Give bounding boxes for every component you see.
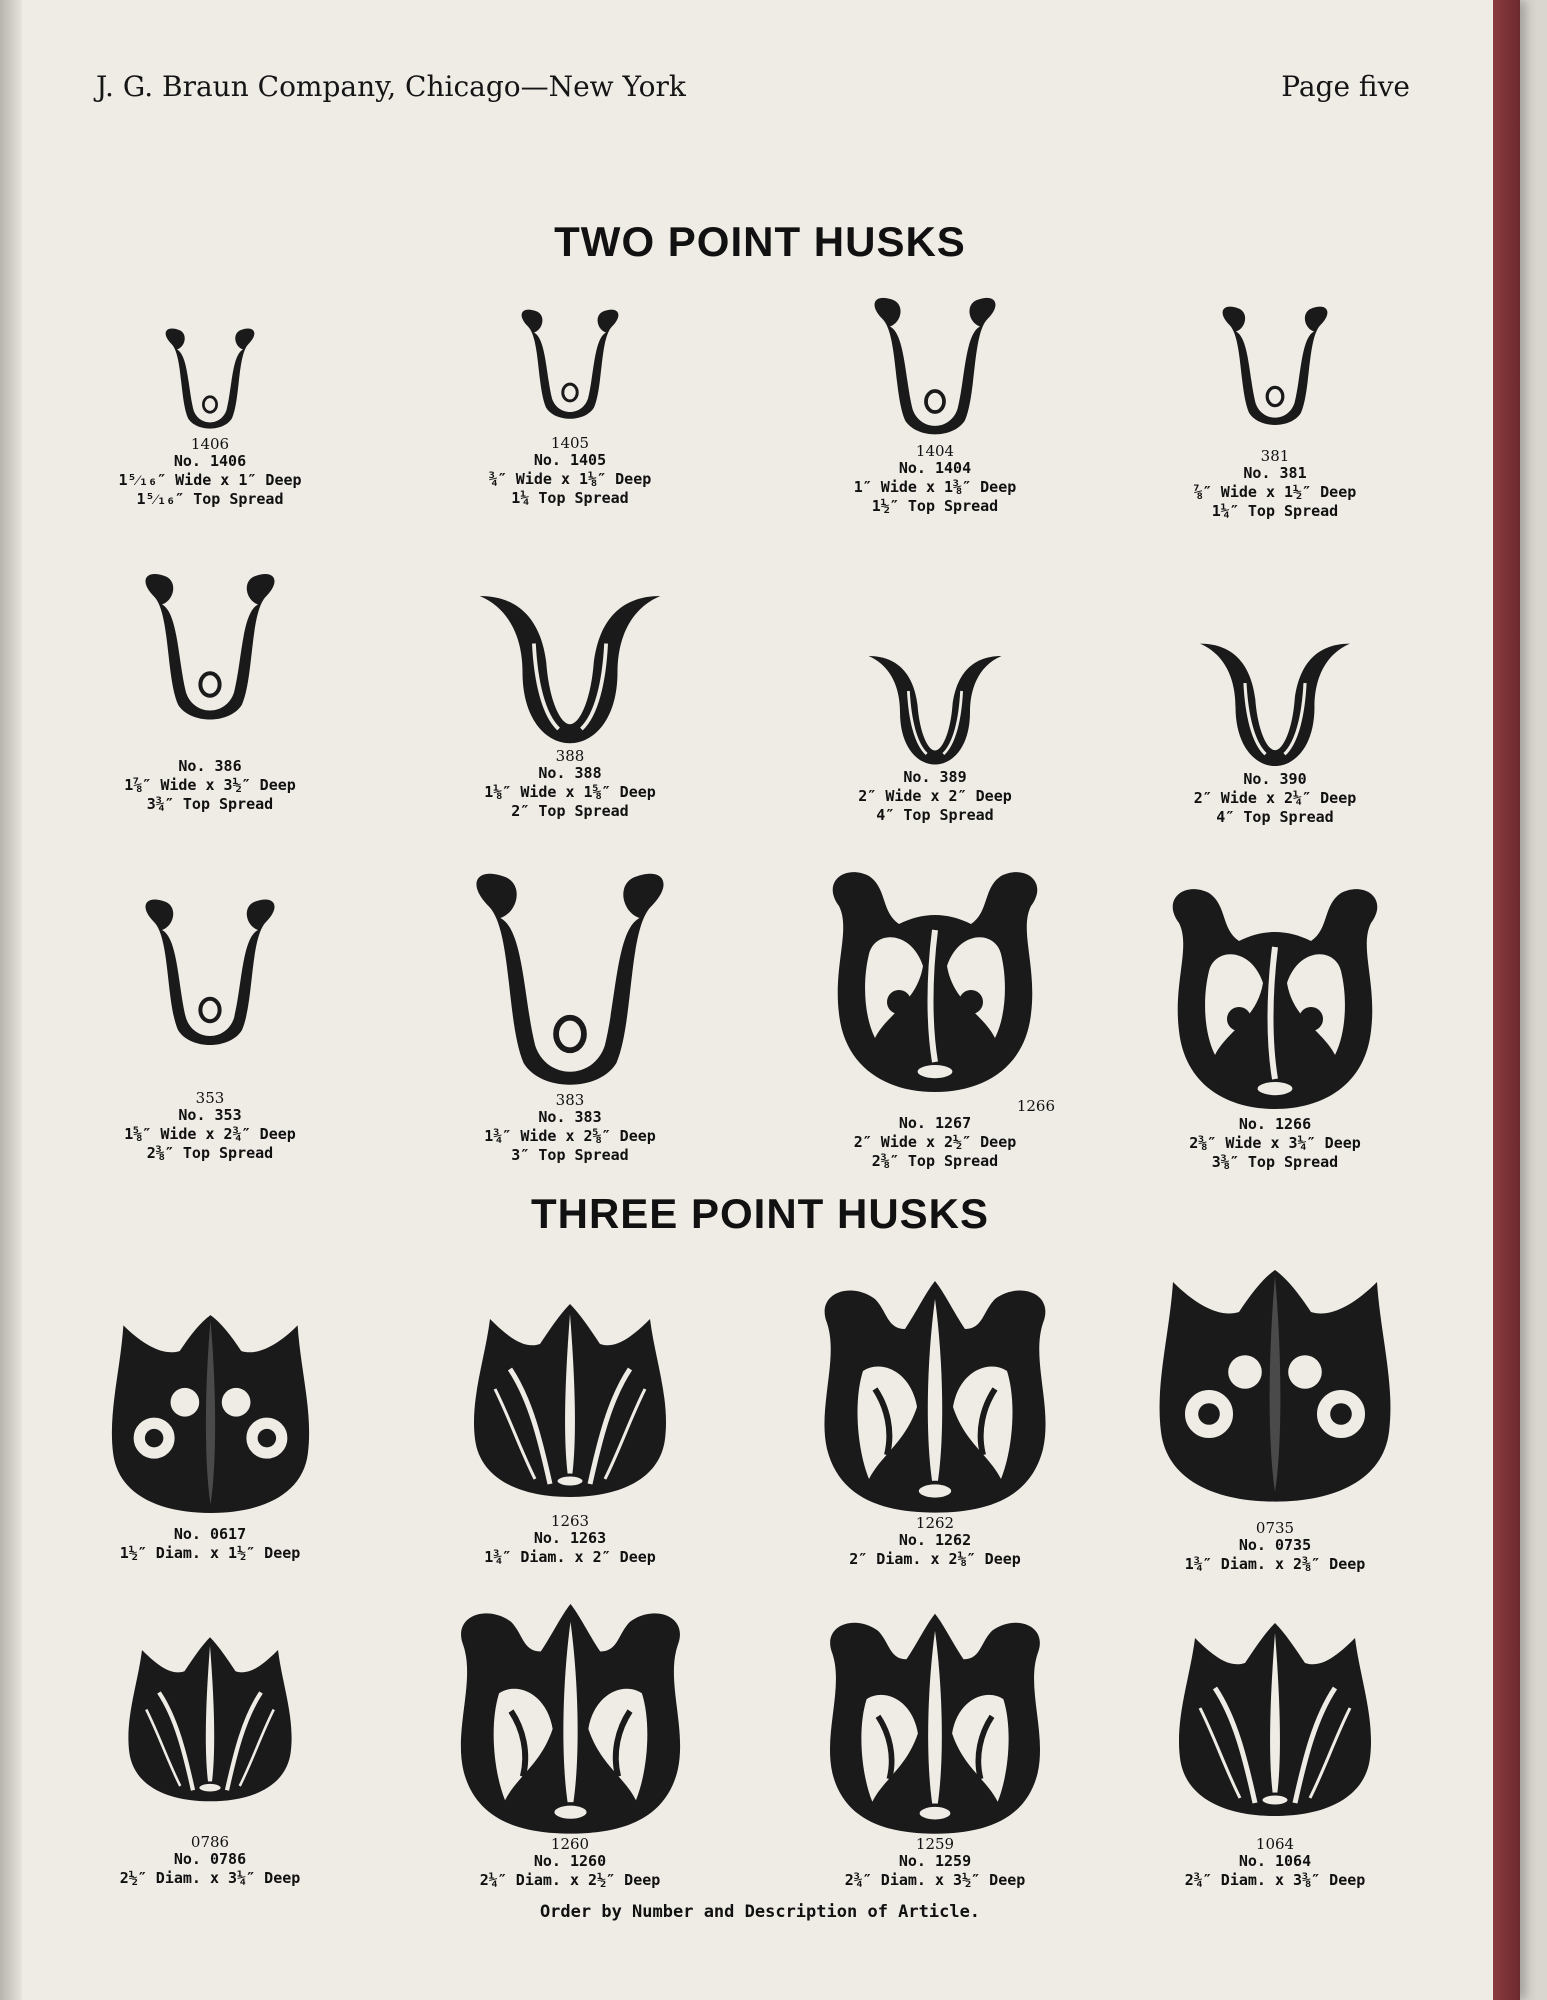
item-top-spread: 2⅜″ Top Spread: [871, 1152, 999, 1170]
husk-0617-illustration: [108, 1300, 313, 1525]
item-dimensions: 1⅝″ Wide x 2¾″ Deep: [124, 1125, 296, 1143]
item-tag: 353: [195, 1089, 225, 1107]
husk-item-1064: [1125, 1600, 1425, 1890]
item-top-spread: 1½″ Top Spread: [871, 497, 999, 515]
husk-0735-illustration: [1155, 1248, 1395, 1520]
item-number: No. 0617: [173, 1525, 247, 1543]
item-number: No. 1266: [1238, 1115, 1312, 1133]
husk-item-0786: [60, 1602, 360, 1888]
husk-353-illustration: [130, 850, 290, 1090]
item-dimensions: 2⅜″ Wide x 3¼″ Deep: [1189, 1134, 1361, 1152]
husk-386-illustration: [130, 532, 290, 757]
item-top-spread: 2⅜″ Top Spread: [146, 1144, 274, 1162]
husk-390-illustration: [1165, 612, 1385, 770]
item-number: No. 0735: [1238, 1536, 1312, 1554]
husk-1262-illustration: [815, 1275, 1055, 1515]
item-tag: 1405: [550, 434, 590, 452]
husk-0786-illustration: [125, 1602, 295, 1834]
order-instructions: Order by Number and Description of Article.: [539, 1902, 981, 1922]
item-dimensions: 1⁵⁄₁₆″ Wide x 1″ Deep: [118, 471, 302, 489]
item-top-spread: 1¼″ Top Spread: [1211, 502, 1339, 520]
husk-item-1262: [785, 1275, 1085, 1569]
item-number: No. 390: [1243, 770, 1307, 788]
item-dimensions: 1⅞″ Wide x 3½″ Deep: [124, 776, 296, 794]
item-number: No. 1259: [898, 1852, 972, 1870]
husk-388-illustration: [455, 558, 685, 748]
item-number: No. 1263: [533, 1529, 607, 1547]
husk-1263-illustration: [470, 1285, 670, 1513]
item-dimensions: 1⅛″ Wide x 1⅝″ Deep: [484, 783, 656, 801]
husk-1404-illustration: [860, 285, 1010, 443]
item-number: No. 0786: [173, 1850, 247, 1868]
husk-item-389: [785, 628, 1085, 825]
item-tag: 1263: [550, 1512, 590, 1530]
item-dimensions: 1¾″ Diam. x 2⅜″ Deep: [1184, 1555, 1366, 1573]
husk-item-383: [420, 860, 720, 1165]
husk-1267-illustration: [805, 858, 1065, 1098]
company-header: J. G. Braun Company, Chicago—New York: [96, 70, 686, 103]
husk-item-1405: [420, 290, 720, 508]
item-top-spread: 1¼ Top Spread: [511, 489, 629, 507]
item-dimensions: 2¼″ Diam. x 2½″ Deep: [479, 1871, 661, 1889]
item-top-spread: 4″ Top Spread: [1216, 808, 1334, 826]
item-number: No. 1064: [1238, 1852, 1312, 1870]
item-dimensions: 2¾″ Diam. x 3½″ Deep: [844, 1871, 1026, 1889]
item-top-spread: 2″ Top Spread: [511, 802, 629, 820]
item-tag: 383: [555, 1091, 585, 1109]
page-number: Page five: [1281, 70, 1410, 103]
husk-item-381: [1125, 280, 1425, 521]
item-number: No. 353: [178, 1106, 242, 1124]
item-number: No. 388: [538, 764, 602, 782]
husk-381-illustration: [1210, 280, 1340, 448]
husk-item-0617: [60, 1300, 360, 1563]
item-dimensions: 1¾″ Wide x 2⅝″ Deep: [484, 1127, 656, 1145]
item-top-spread: 1⁵⁄₁₆″ Top Spread: [136, 490, 284, 508]
item-number: No. 1406: [173, 452, 247, 470]
item-tag: 1266: [1016, 1097, 1055, 1115]
item-number: No. 1267: [898, 1114, 972, 1132]
item-dimensions: ¾″ Wide x 1⅛″ Deep: [488, 470, 652, 488]
item-tag: 1260: [550, 1835, 590, 1853]
husk-1406-illustration: [155, 318, 265, 436]
item-top-spread: 4″ Top Spread: [876, 806, 994, 824]
husk-item-1267: [785, 858, 1085, 1171]
item-dimensions: 2½″ Diam. x 3¼″ Deep: [119, 1869, 301, 1887]
item-tag: 0786: [190, 1833, 230, 1851]
husk-1064-illustration: [1175, 1600, 1375, 1836]
item-number: No. 381: [1243, 464, 1307, 482]
item-top-spread: 3¾″ Top Spread: [146, 795, 274, 813]
husk-item-353: [60, 850, 360, 1163]
item-dimensions: 2″ Wide x 2¼″ Deep: [1193, 789, 1357, 807]
item-number: No. 389: [903, 768, 967, 786]
husk-1259-illustration: [815, 1608, 1055, 1836]
husk-383-illustration: [445, 860, 695, 1092]
husk-item-1263: [420, 1285, 720, 1567]
cover-edge: [1493, 0, 1520, 2000]
item-dimensions: 2″ Wide x 2″ Deep: [858, 787, 1012, 805]
item-number: No. 1260: [533, 1852, 607, 1870]
item-number: No. 383: [538, 1108, 602, 1126]
item-dimensions: 2″ Diam. x 2⅛″ Deep: [849, 1550, 1021, 1568]
item-number: No. 1404: [898, 459, 972, 477]
item-tag: 1259: [915, 1835, 955, 1853]
two-point-husks-title: TWO POINT HUSKS: [554, 218, 966, 265]
husk-item-390: [1125, 612, 1425, 827]
item-top-spread: 3⅜″ Top Spread: [1211, 1153, 1339, 1171]
husk-item-1404: [785, 285, 1085, 516]
item-tag: 381: [1260, 447, 1290, 465]
item-tag: 0735: [1255, 1519, 1295, 1537]
item-dimensions: 1¾″ Diam. x 2″ Deep: [484, 1548, 656, 1566]
item-dimensions: 2″ Wide x 2½″ Deep: [853, 1133, 1017, 1151]
item-dimensions: ⅞″ Wide x 1½″ Deep: [1193, 483, 1357, 501]
item-dimensions: 1″ Wide x 1⅜″ Deep: [853, 478, 1017, 496]
husk-item-388: [420, 558, 720, 821]
item-tag: 1404: [915, 442, 955, 460]
item-tag: 1262: [915, 1514, 955, 1532]
item-tag: 1064: [1255, 1835, 1295, 1853]
husk-1266-illustration: [1135, 875, 1415, 1115]
husk-1405-illustration: [510, 290, 630, 435]
page-spine: [0, 0, 22, 2000]
husk-item-1260: [420, 1598, 720, 1890]
item-tag: 388: [555, 747, 585, 765]
husk-item-0735: [1125, 1248, 1425, 1574]
item-number: No. 386: [178, 757, 242, 775]
husk-item-1266: [1125, 875, 1425, 1172]
item-tag: 1406: [190, 435, 230, 453]
item-number: No. 1262: [898, 1531, 972, 1549]
husk-389-illustration: [825, 628, 1045, 768]
item-top-spread: 3″ Top Spread: [511, 1146, 629, 1164]
husk-item-1259: [785, 1608, 1085, 1890]
husk-item-1406: [60, 318, 360, 509]
husk-1260-illustration: [433, 1598, 708, 1836]
item-number: No. 1405: [533, 451, 607, 469]
item-dimensions: 1½″ Diam. x 1½″ Deep: [119, 1544, 301, 1562]
three-point-husks-title: THREE POINT HUSKS: [530, 1190, 990, 1237]
husk-item-386: [60, 532, 360, 814]
item-dimensions: 2¾″ Diam. x 3⅜″ Deep: [1184, 1871, 1366, 1889]
